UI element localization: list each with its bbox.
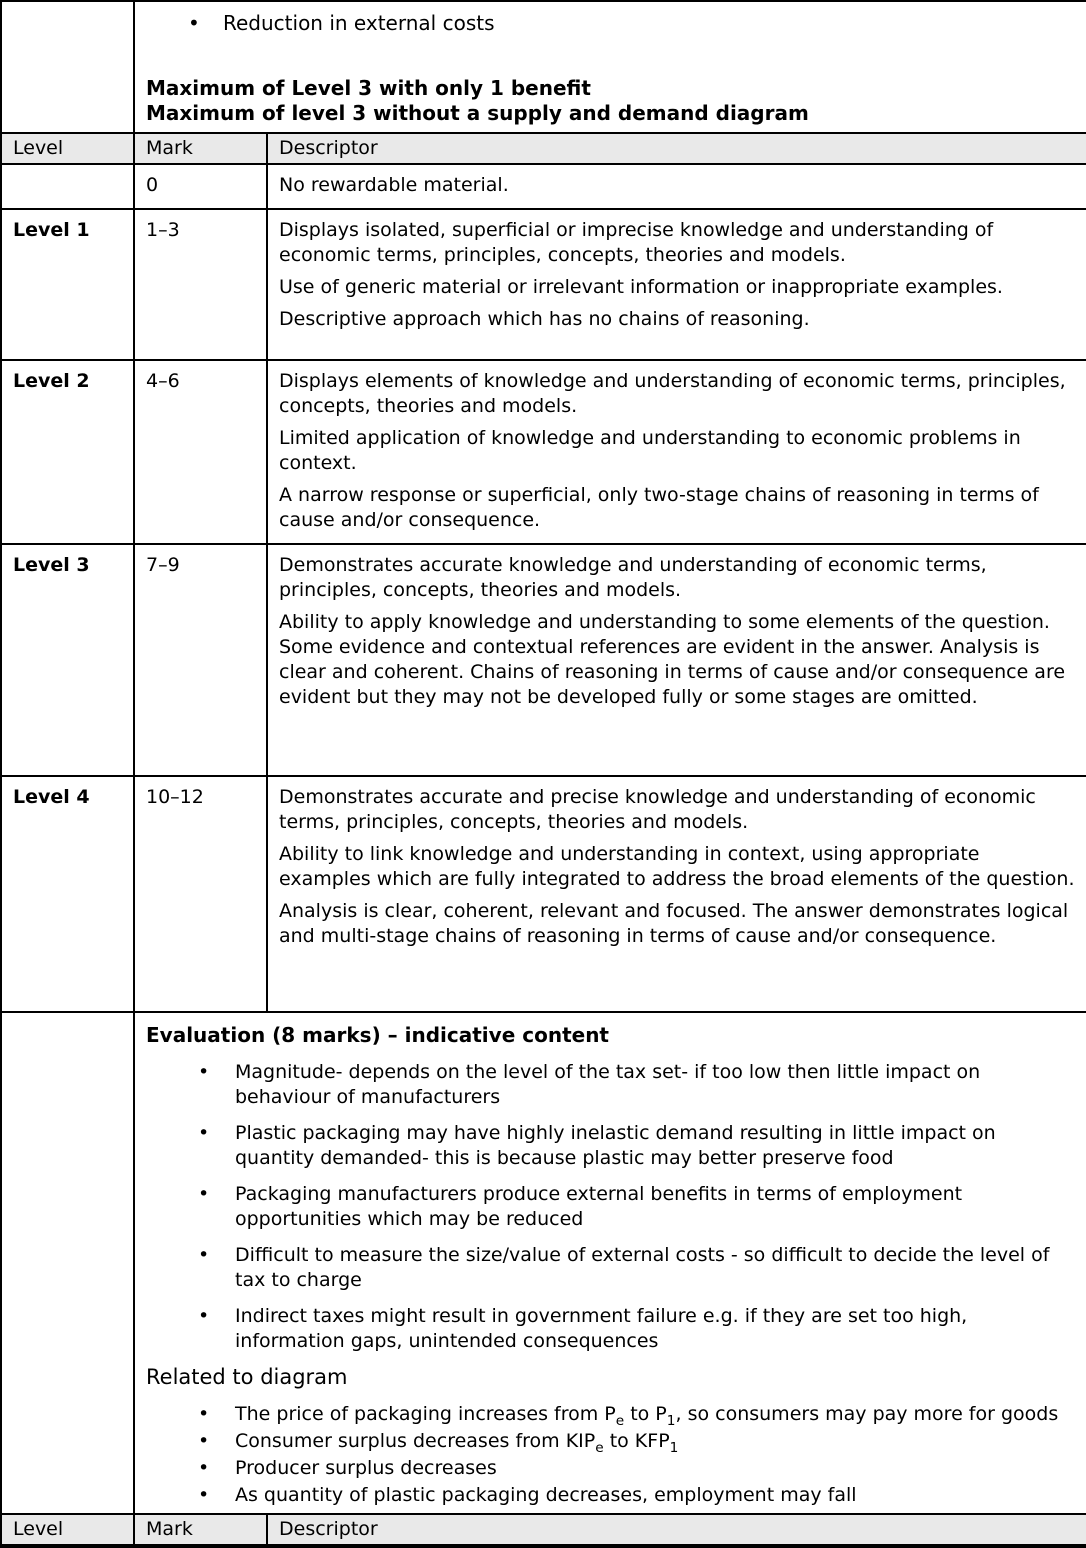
header-mark: Mark xyxy=(134,1514,267,1546)
table-row-evaluation xyxy=(1,1012,1086,1514)
descriptor-paragraph: Demonstrates accurate knowledge and understanding of economic terms, principles, concepts, theories and models. xyxy=(279,554,987,601)
mark-cell: 0 xyxy=(134,164,267,209)
level-cell: Level 1 xyxy=(1,209,134,360)
descriptor-paragraph: Ability to apply knowledge and understanding to some elements of the question. Some evidence and contextual references are evident in the answer. Analysis is clear and coherent. Chains of reasoning in terms of cause and/or consequence are evident but they may not be developed fully or some stages are omitted. xyxy=(279,611,1066,708)
max-level-note-line: Maximum of Level 3 with only 1 benefit xyxy=(146,76,591,100)
descriptor-cell xyxy=(267,360,1086,544)
bullet-item: • The price of packaging increases from $P_e$ to $P_1$, so consumers may pay more for goods xyxy=(146,1402,1075,1427)
evaluation-cell xyxy=(134,1012,1086,1514)
descriptor-paragraph: Displays isolated, superficial or imprecise knowledge and understanding of economic terms, principles, concepts, theories and models. xyxy=(279,219,994,266)
empty-level-cell xyxy=(1,1,134,133)
descriptor-cell xyxy=(267,776,1086,1012)
bullet-item: • Plastic packaging may have highly inelastic demand resulting in little impact on quantity demanded- this is because plastic may better preserve food xyxy=(146,1121,1075,1171)
descriptor-paragraph: No rewardable material. xyxy=(279,174,509,196)
max-level-note-line: Maximum of level 3 without a supply and demand diagram xyxy=(146,101,809,125)
bullet-item: • Indirect taxes might result in government failure e.g. if they are set too high, information gaps, unintended consequences xyxy=(146,1304,1075,1354)
header-descriptor: Descriptor xyxy=(267,133,1086,164)
bullet-item: • Difficult to measure the size/value of external costs - so difficult to decide the level of tax to charge xyxy=(146,1243,1075,1293)
level-cell: Level 2 xyxy=(1,360,134,544)
bullet-item: • Consumer surplus decreases from $KIP_e$ to $KFP_1$ xyxy=(146,1429,1075,1454)
level-cell: Level 4 xyxy=(1,776,134,1012)
descriptor-paragraph: Ability to link knowledge and understanding in context, using appropriate examples which are fully integrated to address the broad elements of the question. xyxy=(279,843,1075,890)
table-row-mark-0 xyxy=(1,164,1086,209)
mark-cell: 7–9 xyxy=(134,544,267,776)
table-row-level-1 xyxy=(1,209,1086,360)
bullet-item: • Reduction in external costs xyxy=(146,10,1075,36)
top-note-cell xyxy=(134,1,1086,133)
top-note-bullet-list xyxy=(146,10,1075,36)
bullet-item: • Producer surplus decreases xyxy=(146,1456,1075,1481)
bullet-item: • Packaging manufacturers produce external benefits in terms of employment opportunities which may be reduced xyxy=(146,1182,1075,1232)
descriptor-paragraph: Use of generic material or irrelevant information or inappropriate examples. xyxy=(279,276,1003,298)
header-mark: Mark xyxy=(134,133,267,164)
mark-cell: 4–6 xyxy=(134,360,267,544)
table-header-row xyxy=(1,133,1086,164)
header-descriptor: Descriptor xyxy=(267,1514,1086,1546)
mark-cell: 1–3 xyxy=(134,209,267,360)
level-cell xyxy=(1,164,134,209)
empty-level-cell xyxy=(1,1012,134,1514)
header-level: Level xyxy=(1,133,134,164)
table-row-level-2 xyxy=(1,360,1086,544)
header-level: Level xyxy=(1,1514,134,1546)
descriptor-paragraph: Analysis is clear, coherent, relevant and focused. The answer demonstrates logical and multi-stage chains of reasoning in terms of cause and/or consequence. xyxy=(279,900,1069,947)
diagram-bullet-list xyxy=(146,1402,1075,1508)
table-row-top-note xyxy=(1,1,1086,133)
evaluation-bullet-list xyxy=(146,1060,1075,1354)
descriptor-paragraph: Limited application of knowledge and understanding to economic problems in context. xyxy=(279,427,1021,474)
max-level-note xyxy=(146,76,1075,126)
descriptor-paragraph: Displays elements of knowledge and understanding of economic terms, principles, concepts, theories and models. xyxy=(279,370,1066,417)
descriptor-cell xyxy=(267,164,1086,209)
descriptor-cell xyxy=(267,209,1086,360)
evaluation-heading: Evaluation (8 marks) – indicative content xyxy=(146,1023,609,1047)
table-footer-header-row xyxy=(1,1514,1086,1546)
related-to-diagram-subheading: Related to diagram xyxy=(146,1365,348,1389)
table-row-level-3 xyxy=(1,544,1086,776)
mark-cell: 10–12 xyxy=(134,776,267,1012)
descriptor-paragraph: A narrow response or superficial, only two-stage chains of reasoning in terms of cause and/or consequence. xyxy=(279,484,1039,531)
descriptor-paragraph: Descriptive approach which has no chains of reasoning. xyxy=(279,308,810,330)
descriptor-paragraph: Demonstrates accurate and precise knowledge and understanding of economic terms, principles, concepts, theories and models. xyxy=(279,786,1036,833)
bullet-item: • Magnitude- depends on the level of the tax set- if too low then little impact on behaviour of manufacturers xyxy=(146,1060,1075,1110)
bullet-item: • As quantity of plastic packaging decreases, employment may fall xyxy=(146,1483,1075,1508)
table-row-level-4 xyxy=(1,776,1086,1012)
descriptor-cell xyxy=(267,544,1086,776)
level-cell: Level 3 xyxy=(1,544,134,776)
